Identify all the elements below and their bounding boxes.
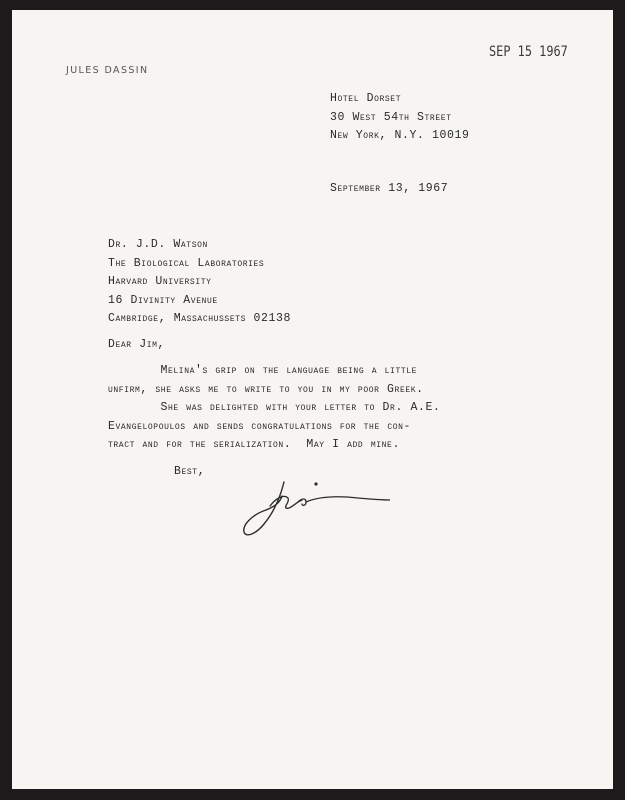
handwritten-signature-icon	[240, 468, 390, 543]
body-line: Evangelopoulos and sends congratulations for the con-	[108, 419, 412, 433]
letterhead-name: JULES DASSIN	[66, 65, 149, 76]
closing-line: Best,	[174, 465, 206, 478]
address-line: 30 West 54th Street	[330, 110, 452, 124]
received-date-stamp: SEP 15 1967	[489, 44, 568, 60]
recipient-line: Dr. J.D. Watson	[108, 238, 208, 251]
recipient-line: Harvard University	[108, 275, 212, 288]
body-line: unfirm, she asks me to write to you in my poor Greek.	[108, 382, 424, 396]
salutation-line: Dear Jim,	[108, 338, 166, 351]
address-line: New York, N.Y. 10019	[330, 129, 470, 142]
body-line: She was delighted with your letter to Dr. A.E.	[108, 401, 441, 414]
sender-address	[330, 90, 470, 146]
body-line: tract and for the serialization. May I add mine.	[108, 438, 400, 451]
recipient-address	[108, 236, 291, 329]
recipient-line: Cambridge, Massachussets 02138	[108, 312, 292, 325]
date-line: September 13, 1967	[330, 182, 449, 195]
salutation	[108, 336, 165, 355]
letter-body	[108, 362, 440, 455]
recipient-line: 16 Divinity Avenue	[108, 293, 218, 307]
recipient-line: The Biological Laboratories	[108, 256, 265, 270]
address-line: Hotel Dorset	[330, 92, 402, 105]
closing	[174, 463, 205, 482]
body-line: Melina's grip on the language being a little	[108, 364, 418, 377]
letter-page	[12, 10, 613, 789]
letter-date	[330, 180, 448, 199]
